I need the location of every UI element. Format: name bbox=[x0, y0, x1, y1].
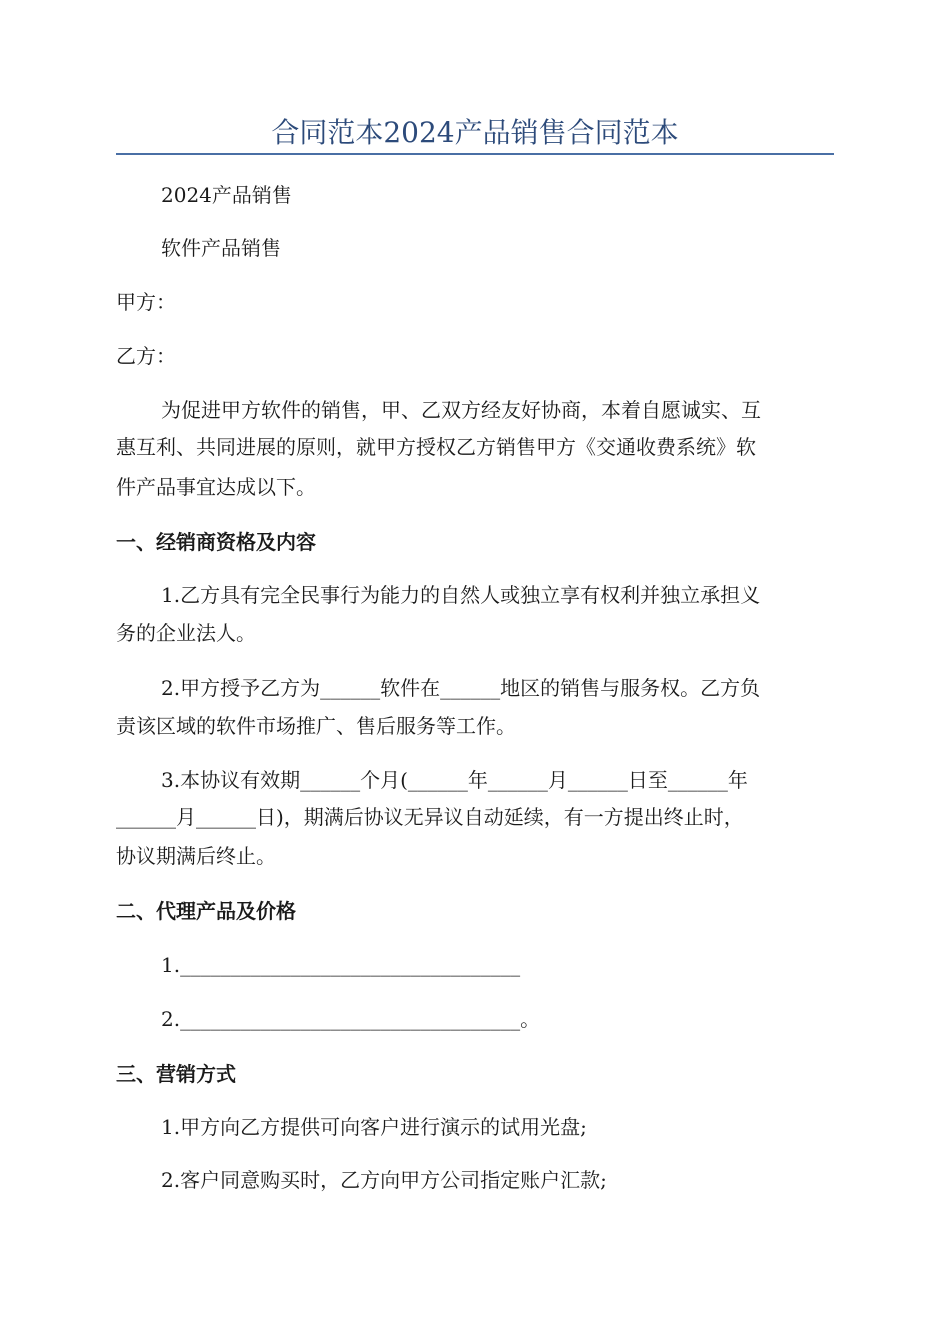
subtitle-line: 软件产品销售 bbox=[161, 236, 281, 260]
body-line: 惠互利、共同进展的原则，就甲方授权乙方销售甲方《交通收费系统》软 bbox=[116, 435, 756, 459]
list-item: 1.甲方向乙方提供可向客户进行演示的试用光盘; bbox=[161, 1115, 587, 1139]
body-line: 3.本协议有效期______个月(______年______月______日至______年 bbox=[161, 768, 748, 792]
title-underline bbox=[116, 153, 834, 155]
body-line: ______月______日)，期满后协议无异议自动延续，有一方提出终止时， bbox=[116, 805, 744, 829]
party-b-label: 乙方： bbox=[116, 344, 176, 368]
document-title: 合同范本2024产品销售合同范本 bbox=[271, 116, 679, 149]
body-line: 协议期满后终止。 bbox=[116, 844, 276, 868]
section-heading: 一、经销商资格及内容 bbox=[116, 530, 316, 554]
body-line: 务的企业法人。 bbox=[116, 621, 256, 645]
section-heading: 二、代理产品及价格 bbox=[116, 899, 296, 923]
body-line: 件产品事宜达成以下。 bbox=[116, 475, 316, 499]
list-item: 1.__________________________________ bbox=[161, 953, 521, 977]
party-a-label: 甲方： bbox=[116, 290, 176, 314]
body-line: 2.甲方授予乙方为______软件在______地区的销售与服务权。乙方负 bbox=[161, 676, 761, 700]
section-heading: 三、营销方式 bbox=[116, 1062, 236, 1086]
subtitle-line: 2024产品销售 bbox=[161, 183, 292, 207]
list-item: 2.__________________________________。 bbox=[161, 1007, 541, 1031]
list-item: 2.客户同意购买时，乙方向甲方公司指定账户汇款; bbox=[161, 1168, 607, 1192]
body-line: 为促进甲方软件的销售，甲、乙双方经友好协商，本着自愿诚实、互 bbox=[161, 398, 761, 422]
body-line: 责该区域的软件市场推广、售后服务等工作。 bbox=[116, 714, 516, 738]
body-line: 1.乙方具有完全民事行为能力的自然人或独立享有权利并独立承担义 bbox=[161, 583, 761, 607]
